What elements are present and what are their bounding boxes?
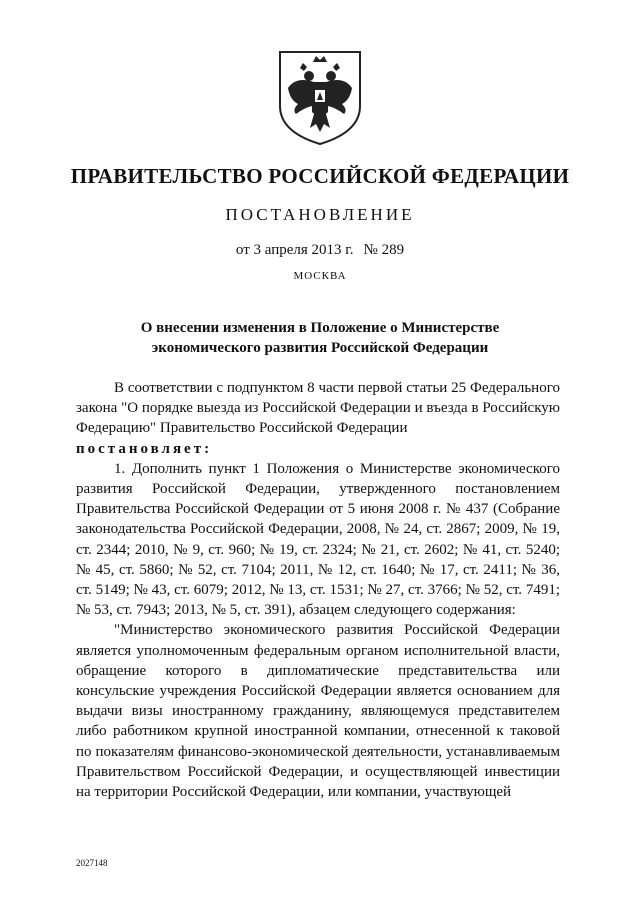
document-number: № 289 [363,242,405,258]
decree-word: постановляет: [76,440,213,457]
document-type: ПОСТАНОВЛЕНИЕ [225,205,415,224]
date-number-line [0,242,640,259]
coat-of-arms-icon [276,48,364,146]
document-subject [0,318,640,358]
footer-code: 2027148 [76,858,108,868]
city: МОСКВА [293,270,347,282]
subject-line-2: экономического развития Российской Федерации [151,340,489,356]
subject-line-1: О внесении изменения в Положение о Министерстве [140,320,500,336]
quote-paragraph: "Министерство экономического развития Российской Федерации является уполномоченным федеральным органом исполнительной власти, обращение которого в дипломатические представительства или консульские учреждения Российской Федерации является основанием для выдачи визы иностранному гражданину, являющемуся представителем либо работником крупной иностранной компании, отнесенной к таковой по показателям финансово-экономической деятельности, устанавливаемым Правительством Российской Федерации, и осуществляющей инвестиции на территории Российской Федерации, или компании, участвующей [76,622,560,801]
document-body [76,378,560,802]
government-title: ПРАВИТЕЛЬСТВО РОССИЙСКОЙ ФЕДЕРАЦИИ [70,164,570,188]
document-date: от 3 апреля 2013 г. [235,242,354,258]
intro-paragraph: В соответствии с подпунктом 8 части первой статьи 25 Федерального закона "О порядке выезда из Российской Федерации и въезда в Российскую Федерацию" Правительство Российской Федерации [76,380,560,437]
item-1-paragraph: 1. Дополнить пункт 1 Положения о Министерстве экономического развития Российской Федерации, утвержденного постановлением Правительства Российской Федерации от 5 июня 2008 г. № 437 (Собрание законодательства Российской Федерации, 2008, № 24, ст. 2867; 2009, № 19, ст. 2344; 2010, № 9, ст. 960; № 19, ст. 2324; № 21, ст. 2602; № 41, ст. 5240; № 45, ст. 5860; № 52, ст. 7104; 2011, № 12, ст. 1640; № 17, ст. 2411; № 36, ст. 5149; № 43, ст. 6079; 2012, № 13, ст. 1531; № 27, ст. 3766; № 52, ст. 7491; № 53, ст. 7943; 2013, № 5, ст. 391), абзацем следующего содержания: [76,460,560,619]
